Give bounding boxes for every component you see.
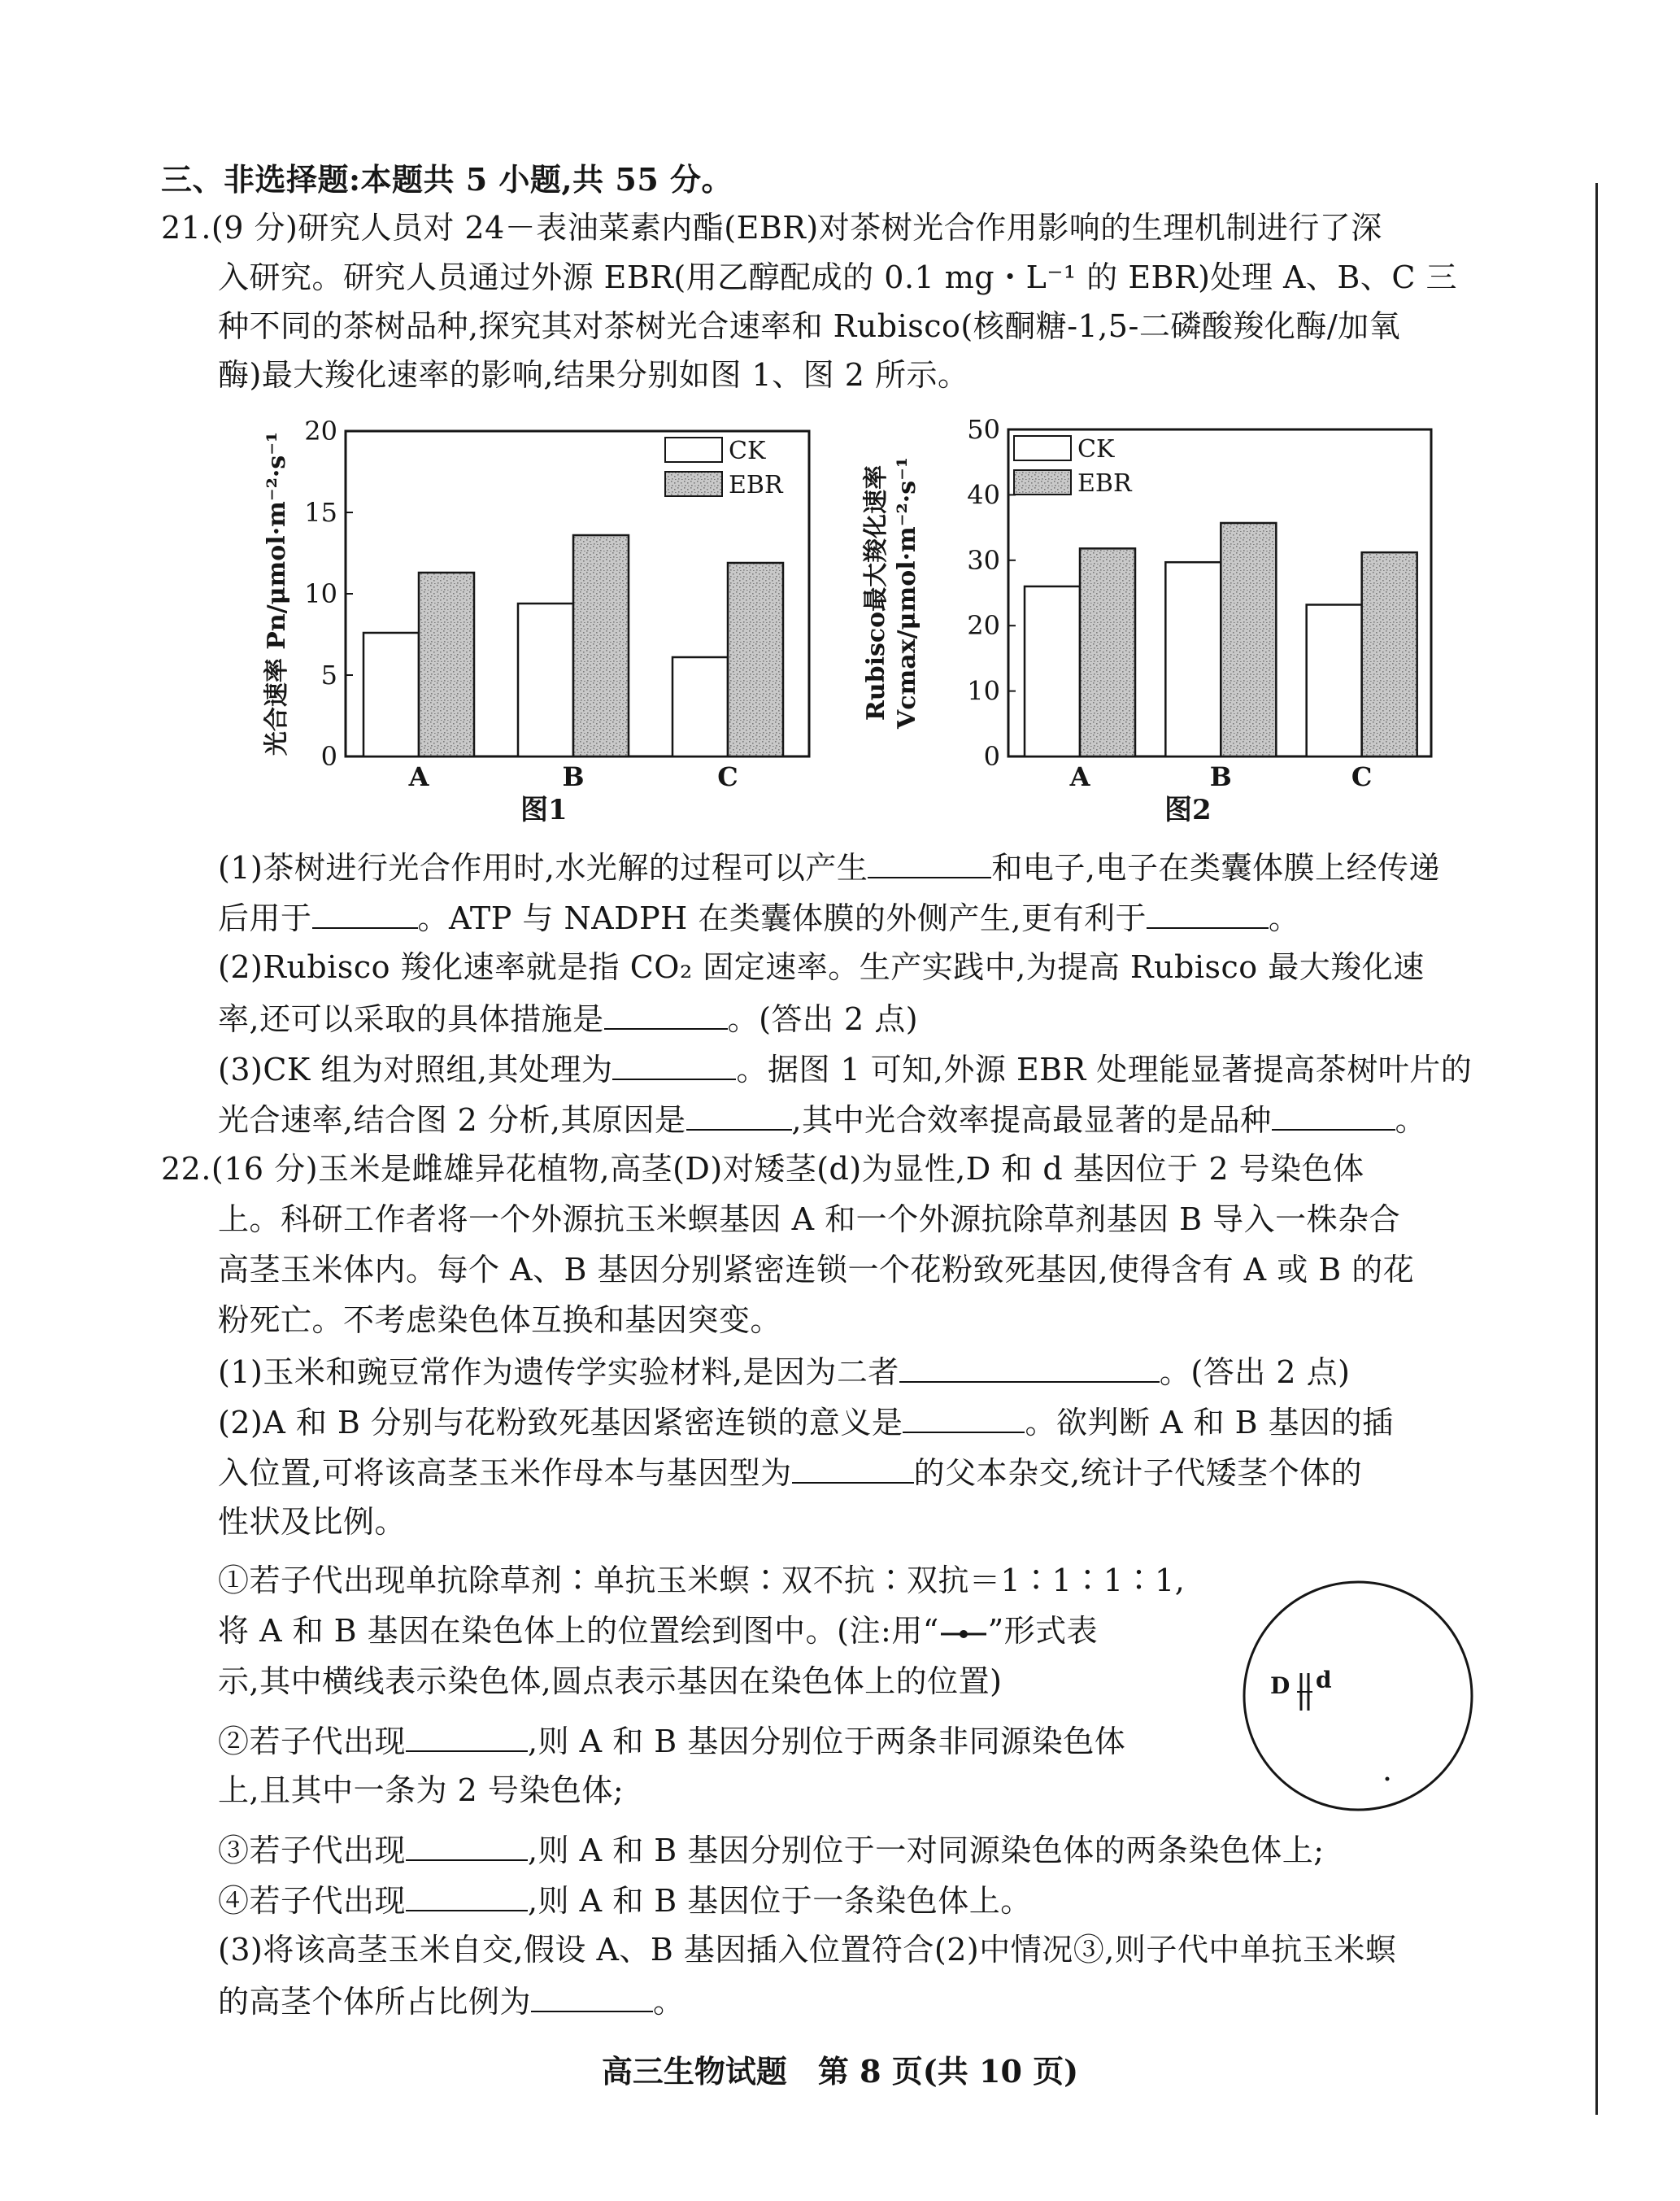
q21-part1-line1: (1)茶树进行光合作用时,水光解的过程可以产生 和电子,电子在类囊体膜上经传递 bbox=[218, 846, 1440, 888]
bar-ck-a bbox=[1025, 586, 1080, 756]
y-tick-label: 10 bbox=[967, 675, 1000, 707]
answer-blank[interactable] bbox=[406, 1879, 528, 1911]
legend-swatch-ck bbox=[665, 438, 722, 462]
answer-blank[interactable] bbox=[604, 997, 728, 1030]
answer-blank[interactable] bbox=[792, 1451, 914, 1484]
q22-part3-line2: 的高茎个体所占比例为 。 bbox=[218, 1980, 685, 2022]
x-tick-label: B bbox=[1209, 761, 1232, 792]
x-tick-label: C bbox=[1351, 761, 1373, 792]
q22-part2-line1: (2)A 和 B 分别与花粉致死基因紧密连锁的意义是 。欲判断 A 和 B 基因的插 bbox=[218, 1401, 1394, 1443]
figure-2-chart bbox=[858, 415, 1443, 805]
figure-2-title: 图2 bbox=[1164, 794, 1212, 826]
bar-ebr-a bbox=[419, 573, 474, 756]
q21-line-4: 酶)最大羧化速率的影响,结果分别如图 1、图 2 所示。 bbox=[218, 357, 969, 393]
y-tick-label: 15 bbox=[304, 497, 337, 528]
y-axis-label: 光合速率 Pn/μmol·m⁻²·s⁻¹ bbox=[263, 431, 291, 756]
q22-part2-line2: 入位置,可将该高茎玉米作母本与基因型为 的父本杂交,统计子代矮茎个体的 bbox=[218, 1451, 1362, 1493]
y-axis-label: Rubisco最大羧化速率 bbox=[862, 464, 890, 721]
cell-drawing-area[interactable] bbox=[1236, 1574, 1480, 1818]
legend-label-ebr: EBR bbox=[1077, 469, 1132, 498]
page-right-border bbox=[1595, 183, 1598, 2115]
q21-part3-line2: 光合速率,结合图 2 分析,其原因是 ,其中光合效率提高最显著的是品种 。 bbox=[218, 1098, 1426, 1140]
legend-label-ck: CK bbox=[729, 437, 766, 465]
answer-blank[interactable] bbox=[612, 1048, 736, 1080]
y-tick-label: 40 bbox=[967, 479, 1000, 511]
answer-blank[interactable] bbox=[406, 1719, 528, 1752]
answer-blank[interactable] bbox=[1272, 1098, 1395, 1131]
legend-swatch-ck bbox=[1014, 436, 1071, 460]
bar-ebr-a bbox=[1080, 548, 1135, 756]
answer-blank[interactable] bbox=[312, 896, 418, 929]
y-axis-label: Vcmax/μmol·m⁻²·s⁻¹ bbox=[893, 456, 921, 730]
q21-part1-line2: 后用于 。ATP 与 NADPH 在类囊体膜的外侧产生,更有利于 。 bbox=[218, 896, 1300, 939]
legend-swatch-ebr bbox=[665, 472, 722, 496]
answer-blank[interactable] bbox=[686, 1098, 792, 1131]
q21-line-2: 入研究。研究人员通过外源 EBR(用乙醇配成的 0.1 mg・L⁻¹ 的 EBR)处理 A、B、C 三 bbox=[218, 259, 1458, 295]
bar-ck-a bbox=[363, 633, 419, 756]
bar-ebr-b bbox=[1221, 523, 1276, 756]
section-heading: 三、非选择题:本题共 5 小题,共 55 分。 bbox=[161, 161, 733, 198]
bar-ebr-c bbox=[1362, 552, 1417, 756]
y-tick-label: 20 bbox=[967, 610, 1000, 642]
q21-line-1: 21.(9 分)研究人员对 24－表油菜素内酯(EBR)对茶树光合作用影响的生理机制进行了深 bbox=[161, 210, 1382, 246]
q22-line-3: 高茎玉米体内。每个 A、B 基因分别紧密连锁一个花粉致死基因,使得含有 A 或 B 的花 bbox=[218, 1252, 1415, 1288]
figure-1-chart bbox=[260, 415, 821, 805]
y-tick-label: 0 bbox=[983, 741, 1000, 772]
answer-blank[interactable] bbox=[531, 1980, 653, 2012]
page-footer: 高三生物试题 第 8 页(共 10 页) bbox=[601, 2053, 1079, 2090]
q21-part3-line1: (3)CK 组为对照组,其处理为 。据图 1 可知,外源 EBR 处理能显著提高茶树叶片的 bbox=[218, 1048, 1472, 1090]
q22-part2-line3: 性状及比例。 bbox=[218, 1504, 407, 1540]
allele-label-D: D bbox=[1270, 1672, 1290, 1699]
y-tick-label: 5 bbox=[320, 660, 337, 691]
legend-label-ebr: EBR bbox=[729, 471, 783, 499]
q22-line-2: 上。科研工作者将一个外源抗玉米螟基因 A 和一个外源抗除草剂基因 B 导入一株杂合 bbox=[218, 1201, 1401, 1237]
legend-label-ck: CK bbox=[1077, 435, 1115, 464]
x-tick-label: B bbox=[562, 761, 585, 792]
y-tick-label: 50 bbox=[967, 415, 1000, 445]
q22-case4: ④若子代出现 ,则 A 和 B 基因位于一条染色体上。 bbox=[218, 1879, 1032, 1921]
y-tick-label: 0 bbox=[320, 741, 337, 772]
q22-case3: ③若子代出现 ,则 A 和 B 基因分别位于一对同源染色体的两条染色体上; bbox=[218, 1828, 1325, 1871]
bar-ck-b bbox=[1165, 562, 1221, 756]
x-tick-label: C bbox=[717, 761, 738, 792]
bar-ck-c bbox=[672, 657, 728, 756]
x-tick-label: A bbox=[1069, 761, 1090, 792]
q22-case1-line3: 示,其中横线表示染色体,圆点表示基因在染色体上的位置) bbox=[218, 1663, 1003, 1699]
answer-blank[interactable] bbox=[1147, 896, 1269, 929]
q22-part3-line1: (3)将该高茎玉米自交,假设 A、B 基因插入位置符合(2)中情况③,则子代中单抗玉米螟 bbox=[218, 1932, 1397, 1968]
q22-line-4: 粉死亡。不考虑染色体互换和基因突变。 bbox=[218, 1302, 782, 1338]
y-tick-label: 10 bbox=[304, 578, 337, 609]
q22-case1-line2: 将 A 和 B 基因在染色体上的位置绘到图中。(注:用“ ”形式表 bbox=[218, 1613, 1099, 1649]
answer-blank[interactable] bbox=[903, 1401, 1025, 1433]
answer-blank[interactable] bbox=[406, 1828, 528, 1861]
y-tick-label: 30 bbox=[967, 544, 1000, 576]
q21-line-3: 种不同的茶树品种,探究其对茶树光合速率和 Rubisco(核酮糖-1,5-二磷酸羧化酶/加氧 bbox=[218, 308, 1401, 344]
q22-case2-line1: ②若子代出现 ,则 A 和 B 基因分别位于两条非同源染色体 bbox=[218, 1719, 1125, 1762]
q21-part2-line2: 率,还可以采取的具体措施是 。(答出 2 点) bbox=[218, 997, 918, 1039]
bar-ebr-c bbox=[728, 563, 783, 756]
figure-1-title: 图1 bbox=[520, 794, 568, 826]
bar-ck-c bbox=[1307, 604, 1362, 756]
allele-label-d: d bbox=[1316, 1667, 1332, 1693]
answer-blank[interactable] bbox=[899, 1350, 1160, 1383]
q22-line-1: 22.(16 分)玉米是雌雄异花植物,高茎(D)对矮茎(d)为显性,D 和 d 基因位于 2 号染色体 bbox=[161, 1151, 1364, 1187]
y-tick-label: 20 bbox=[304, 416, 337, 447]
q22-case1-line1: ①若子代出现单抗除草剂∶单抗玉米螟∶双不抗∶双抗＝1∶1∶1∶1, bbox=[218, 1562, 1186, 1598]
chromosome-symbol-icon bbox=[939, 1622, 988, 1646]
bar-ebr-b bbox=[573, 535, 629, 756]
bar-ck-b bbox=[518, 604, 573, 756]
q21-part2-line1: (2)Rubisco 羧化速率就是指 CO₂ 固定速率。生产实践中,为提高 Rubisco 最大羧化速 bbox=[218, 949, 1425, 985]
answer-blank[interactable] bbox=[868, 846, 991, 878]
legend-swatch-ebr bbox=[1014, 470, 1071, 495]
q22-part1: (1)玉米和豌豆常作为遗传学实验材料,是因为二者 。(答出 2 点) bbox=[218, 1350, 1350, 1393]
q22-case2-line2: 上,且其中一条为 2 号染色体; bbox=[218, 1772, 625, 1808]
x-tick-label: A bbox=[408, 761, 429, 792]
